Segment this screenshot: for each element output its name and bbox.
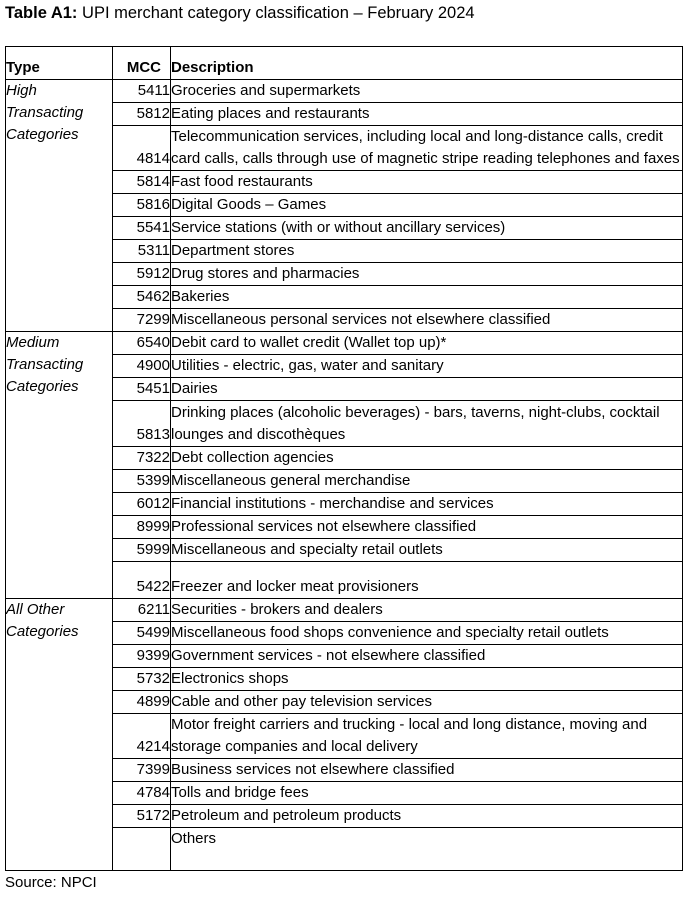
description-cell: Debt collection agencies xyxy=(171,446,683,469)
group-type-label: All Other Categories xyxy=(6,598,113,870)
description-cell: Bakeries xyxy=(171,286,683,309)
mcc-cell: 5999 xyxy=(113,538,171,561)
description-cell: Petroleum and petroleum products xyxy=(171,804,683,827)
description-cell: Miscellaneous and specialty retail outlets xyxy=(171,538,683,561)
description-cell: Miscellaneous food shops convenience and specialty retail outlets xyxy=(171,621,683,644)
mcc-cell: 6012 xyxy=(113,492,171,515)
mcc-cell: 5451 xyxy=(113,378,171,401)
description-cell: Motor freight carriers and trucking - local and long distance, moving and storage companies and local delivery xyxy=(171,713,683,758)
group-type-label: High Transacting Categories xyxy=(6,80,113,332)
description-cell: Securities - brokers and dealers xyxy=(171,598,683,621)
mcc-cell: 5732 xyxy=(113,667,171,690)
description-cell: Eating places and restaurants xyxy=(171,103,683,126)
mcc-cell: 4214 xyxy=(113,713,171,758)
description-cell: Fast food restaurants xyxy=(171,171,683,194)
mcc-cell: 6540 xyxy=(113,332,171,355)
mcc-cell: 7299 xyxy=(113,309,171,332)
mcc-cell: 5814 xyxy=(113,171,171,194)
description-cell: Digital Goods – Games xyxy=(171,194,683,217)
description-cell: Department stores xyxy=(171,240,683,263)
table-row xyxy=(6,332,683,355)
table-body xyxy=(6,80,683,871)
column-header-description: Description xyxy=(171,47,683,80)
mcc-cell: 5912 xyxy=(113,263,171,286)
mcc-cell: 5813 xyxy=(113,401,171,446)
description-cell: Service stations (with or without ancillary services) xyxy=(171,217,683,240)
description-cell: Cable and other pay television services xyxy=(171,690,683,713)
description-cell: Freezer and locker meat provisioners xyxy=(171,561,683,598)
description-cell: Professional services not elsewhere classified xyxy=(171,515,683,538)
mcc-cell: 9399 xyxy=(113,644,171,667)
mcc-cell: 5499 xyxy=(113,621,171,644)
description-cell: Drug stores and pharmacies xyxy=(171,263,683,286)
description-cell: Others xyxy=(171,828,683,871)
mcc-classification-table xyxy=(5,46,683,871)
table-title xyxy=(5,2,475,24)
description-cell: Miscellaneous general merchandise xyxy=(171,469,683,492)
mcc-cell: 5812 xyxy=(113,103,171,126)
description-cell: Debit card to wallet credit (Wallet top up)* xyxy=(171,332,683,355)
description-cell: Business services not elsewhere classified xyxy=(171,758,683,781)
mcc-cell xyxy=(113,828,171,871)
mcc-cell: 5411 xyxy=(113,80,171,103)
table-header-row xyxy=(6,47,683,80)
mcc-cell: 7399 xyxy=(113,758,171,781)
description-cell: Tolls and bridge fees xyxy=(171,781,683,804)
mcc-cell: 7322 xyxy=(113,446,171,469)
table-title-text: UPI merchant category classification – February 2024 xyxy=(82,4,475,22)
description-cell: Financial institutions - merchandise and services xyxy=(171,492,683,515)
description-cell: Electronics shops xyxy=(171,667,683,690)
table-row xyxy=(6,80,683,103)
mcc-cell: 5541 xyxy=(113,217,171,240)
source-note: Source: NPCI xyxy=(5,874,97,891)
column-header-mcc: MCC xyxy=(113,47,171,80)
description-cell: Groceries and supermarkets xyxy=(171,80,683,103)
mcc-cell: 6211 xyxy=(113,598,171,621)
description-cell: Drinking places (alcoholic beverages) - bars, taverns, night-clubs, cocktail lounges and discothèques xyxy=(171,401,683,446)
description-cell: Dairies xyxy=(171,378,683,401)
group-type-label: Medium Transacting Categories xyxy=(6,332,113,598)
column-header-type: Type xyxy=(6,47,113,80)
mcc-cell: 5172 xyxy=(113,804,171,827)
mcc-cell: 4899 xyxy=(113,690,171,713)
mcc-cell: 4784 xyxy=(113,781,171,804)
mcc-cell: 8999 xyxy=(113,515,171,538)
description-cell: Utilities - electric, gas, water and sanitary xyxy=(171,355,683,378)
mcc-cell: 5399 xyxy=(113,469,171,492)
mcc-cell: 5311 xyxy=(113,240,171,263)
mcc-cell: 4814 xyxy=(113,126,171,171)
mcc-cell: 5422 xyxy=(113,561,171,598)
table-row xyxy=(6,598,683,621)
mcc-cell: 5462 xyxy=(113,286,171,309)
mcc-cell: 5816 xyxy=(113,194,171,217)
table-title-label: Table A1: xyxy=(5,4,78,22)
mcc-cell: 4900 xyxy=(113,355,171,378)
description-cell: Telecommunication services, including local and long-distance calls, credit card calls, calls through use of magnetic stripe reading telephones and faxes xyxy=(171,126,683,171)
description-cell: Miscellaneous personal services not elsewhere classified xyxy=(171,309,683,332)
description-cell: Government services - not elsewhere classified xyxy=(171,644,683,667)
